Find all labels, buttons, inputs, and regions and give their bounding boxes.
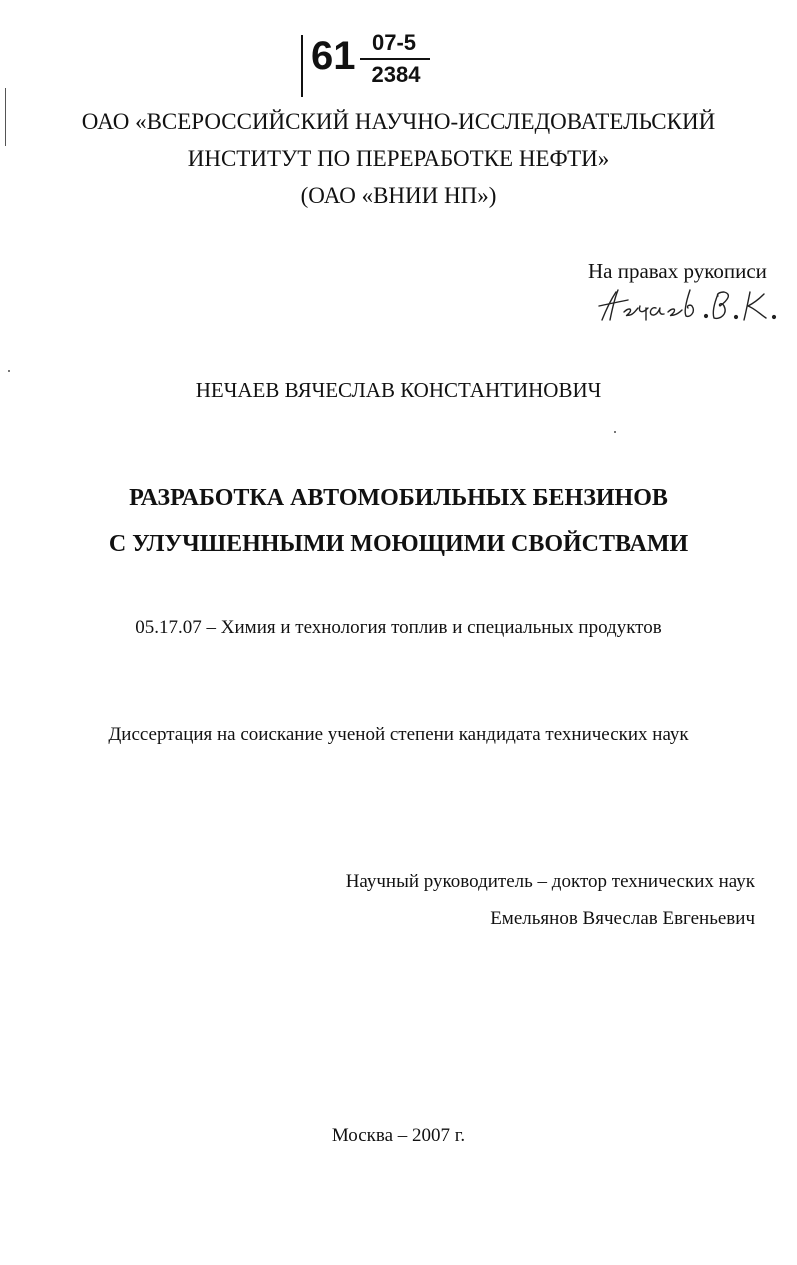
organization-line-1: ОАО «ВСЕРОССИЙСКИЙ НАУЧНО-ИССЛЕДОВАТЕЛЬСКИЙ — [81, 109, 716, 134]
stamp-fraction-bottom: 2384 — [371, 62, 421, 87]
scan-dot — [8, 370, 10, 372]
supervisor-role: Научный руководитель – доктор технических наук — [345, 871, 755, 892]
stamp-fraction-rule — [360, 58, 430, 60]
stamp-fraction-top: 07-5 — [371, 30, 417, 55]
dissertation-title-line-1: РАЗРАБОТКА АВТОМОБИЛЬНЫХ БЕНЗИНОВ — [129, 485, 668, 511]
organization-line-2: ИНСТИТУТ ПО ПЕРЕРАБОТКЕ НЕФТИ» — [187, 146, 610, 171]
handwritten-signature — [594, 284, 784, 328]
rights-notice: На правах рукописи — [588, 259, 767, 283]
scan-dot — [614, 431, 616, 433]
stamp-bar — [301, 35, 303, 97]
organization-line-3: (ОАО «ВНИИ НП») — [300, 183, 497, 208]
dissertation-title-line-2: С УЛУЧШЕННЫМИ МОЮЩИМИ СВОЙСТВАМИ — [108, 531, 689, 557]
city-year: Москва – 2007 г. — [331, 1125, 466, 1146]
supervisor-name: Емельянов Вячеслав Евгеньевич — [490, 908, 755, 929]
author-name: НЕЧАЕВ ВЯЧЕСЛАВ КОНСТАНТИНОВИЧ — [195, 378, 602, 402]
specialty-code: 05.17.07 – Химия и технология топлив и специальных продуктов — [135, 617, 662, 638]
degree-statement: Диссертация на соискание ученой степени кандидата технических наук — [108, 724, 689, 745]
stamp-number: 61 — [311, 34, 356, 78]
